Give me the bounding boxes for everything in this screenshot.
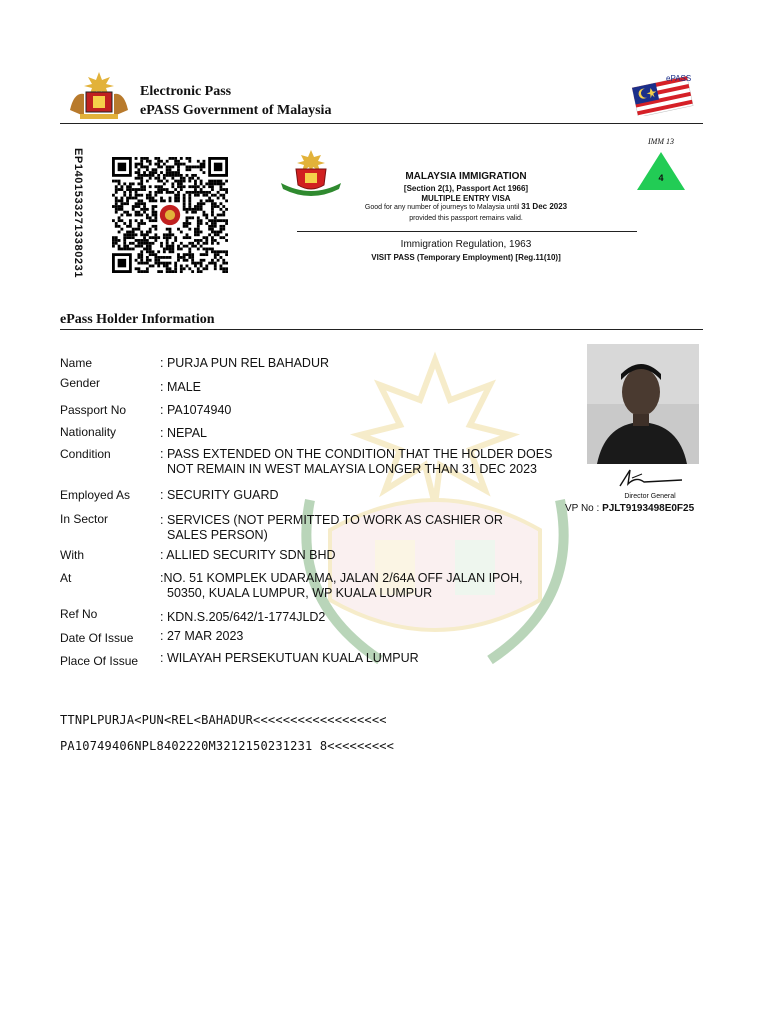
watermark-crest — [290, 340, 580, 680]
nationality-value: : NEPAL — [160, 426, 208, 440]
ref-no-value: : KDN.S.205/642/1-1774JLD2 — [160, 610, 326, 624]
vp-value: PJLT9193498E0F25 — [602, 503, 695, 514]
sector-value — [160, 513, 503, 543]
form-code: IMM 13 — [648, 137, 674, 146]
visit-pass-type: VISIT PASS (Temporary Employment) [Reg.11(10)] — [371, 253, 561, 262]
date-of-issue-value: : 27 MAR 2023 — [160, 629, 244, 643]
gender-value: : MALE — [160, 380, 201, 394]
with-label: With — [60, 548, 84, 562]
category-triangle-badge — [635, 150, 687, 192]
header-subtitle: ePASS Government of Malaysia — [140, 103, 332, 118]
mrz-line-2: PA10749406NPL8402220M3212150231231 8<<<<<<<<< — [60, 739, 395, 753]
passport-value: : PA1074940 — [160, 403, 232, 417]
condition-line-1: : PASS EXTENDED ON THE CONDITION THAT THE HOLDER DOES — [160, 447, 553, 461]
vp-number — [565, 503, 694, 514]
at-label: At — [60, 571, 72, 585]
epass-flag-logo-icon — [628, 72, 694, 116]
passport-act-section: [Section 2(1), Passport Act 1966] — [403, 184, 529, 193]
date-of-issue-label: Date Of Issue — [60, 631, 134, 645]
sector-label: In Sector — [60, 512, 109, 526]
header-title: Electronic Pass — [140, 84, 232, 99]
place-of-issue-value: : WILAYAH PERSEKUTUAN KUALA LUMPUR — [160, 651, 419, 665]
epass-flag-text: ePASS — [666, 74, 692, 83]
qr-code — [108, 157, 232, 273]
validity-statement — [316, 202, 616, 211]
provided-text: provided this passport remains valid. — [409, 215, 523, 222]
employed-as-value: : SECURITY GUARD — [160, 488, 279, 502]
director-general-title: Director General — [624, 493, 676, 500]
condition-line-2: NOT REMAIN IN WEST MALAYSIA LONGER THAN 31 DEC 2023 — [167, 462, 538, 476]
visa-type: MULTIPLE ENTRY VISA — [421, 194, 511, 203]
with-value: : ALLIED SECURITY SDN BHD — [160, 548, 336, 562]
at-value — [160, 571, 523, 601]
name-value: : PURJA PUN REL BAHADUR — [160, 356, 330, 370]
gender-label: Gender — [60, 376, 101, 390]
category-number: 4 — [658, 173, 664, 183]
place-of-issue-label: Place Of Issue — [60, 654, 139, 668]
nationality-label: Nationality — [60, 425, 117, 439]
at-line-1: :NO. 51 KOMPLEK UDARAMA, JALAN 2/64A OFF JALAN IPOH, — [160, 571, 523, 585]
name-label: Name — [60, 356, 93, 370]
immigration-regulation: Immigration Regulation, 1963 — [400, 239, 532, 250]
condition-value — [160, 447, 552, 477]
mrz-line-1: TTNPLPURJA<PUN<REL<BAHADUR<<<<<<<<<<<<<<<<<< — [60, 713, 387, 727]
section-title: ePass Holder Information — [60, 312, 215, 327]
malaysia-coat-of-arms-icon — [64, 70, 134, 122]
director-general-signature — [612, 466, 692, 490]
pass-serial-number: EP14015332713380231 — [72, 148, 84, 279]
validity-text: Good for any number of journeys to Malaysia until — [364, 204, 520, 211]
agency-title: MALAYSIA IMMIGRATION — [405, 171, 527, 182]
section-divider — [60, 329, 703, 330]
ref-no-label: Ref No — [60, 607, 98, 621]
sector-line-2: SALES PERSON) — [167, 528, 268, 542]
employed-as-label: Employed As — [60, 488, 131, 502]
holder-photo — [587, 344, 699, 464]
center-divider — [297, 231, 637, 232]
valid-until-date: 31 Dec 2023 — [521, 202, 568, 211]
vp-label: VP No : — [565, 503, 600, 514]
at-line-2: 50350, KUALA LUMPUR, WP KUALA LUMPUR — [167, 586, 433, 600]
sector-line-1: : SERVICES (NOT PERMITTED TO WORK AS CASHIER OR — [160, 513, 503, 527]
passport-label: Passport No — [60, 403, 127, 417]
condition-label: Condition — [60, 447, 111, 461]
header-divider — [60, 123, 703, 124]
